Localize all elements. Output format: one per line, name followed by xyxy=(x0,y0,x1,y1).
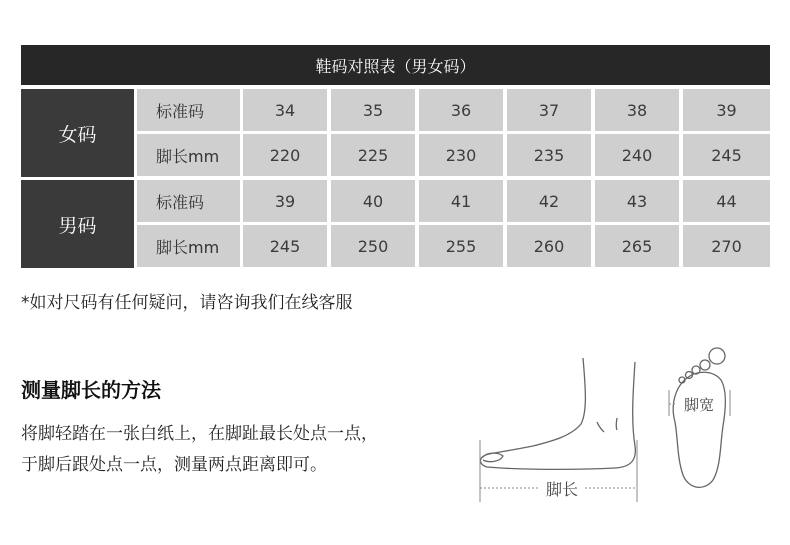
length-cell: 230 xyxy=(419,134,503,176)
length-cell: 220 xyxy=(243,134,327,176)
row-label-foot-length: 脚长mm xyxy=(137,225,240,267)
row-label-standard-size: 标准码 xyxy=(137,89,240,131)
length-cell: 245 xyxy=(243,225,327,267)
size-cell: 36 xyxy=(419,89,503,131)
length-cell: 225 xyxy=(331,134,415,176)
size-cell: 40 xyxy=(331,180,415,222)
size-cell: 38 xyxy=(595,89,679,131)
foot-measure-illustration xyxy=(465,330,765,515)
length-cell: 270 xyxy=(683,225,770,267)
length-cell: 245 xyxy=(683,134,770,176)
row-label-standard-size: 标准码 xyxy=(137,180,240,222)
length-cell: 235 xyxy=(507,134,591,176)
foot-side-view-icon xyxy=(480,358,635,469)
size-cell: 35 xyxy=(331,89,415,131)
size-cell: 37 xyxy=(507,89,591,131)
foot-sole-icon xyxy=(673,348,725,487)
size-note: *如对尺码有任何疑问，请咨询我们在线客服 xyxy=(21,293,353,313)
foot-length-label: 脚长 xyxy=(545,480,579,499)
method-title: 测量脚长的方法 xyxy=(21,378,161,402)
women-label: 女码 xyxy=(21,89,134,177)
foot-width-label: 脚宽 xyxy=(683,396,715,414)
size-cell: 39 xyxy=(683,89,770,131)
length-cell: 250 xyxy=(331,225,415,267)
method-line-1: 将脚轻踏在一张白纸上，在脚趾最长处点一点， xyxy=(21,424,378,444)
men-label: 男码 xyxy=(21,180,134,268)
method-line-2: 于脚后跟处点一点，测量两点距离即可。 xyxy=(21,455,327,475)
row-label-foot-length: 脚长mm xyxy=(137,134,240,176)
table-title: 鞋码对照表（男女码） xyxy=(21,45,770,85)
length-cell: 240 xyxy=(595,134,679,176)
men-size-group xyxy=(21,180,770,268)
length-cell: 260 xyxy=(507,225,591,267)
length-cell: 265 xyxy=(595,225,679,267)
length-cell: 255 xyxy=(419,225,503,267)
size-cell: 39 xyxy=(243,180,327,222)
size-cell: 43 xyxy=(595,180,679,222)
size-cell: 44 xyxy=(683,180,770,222)
size-cell: 42 xyxy=(507,180,591,222)
women-size-group xyxy=(21,89,770,177)
size-cell: 34 xyxy=(243,89,327,131)
size-cell: 41 xyxy=(419,180,503,222)
